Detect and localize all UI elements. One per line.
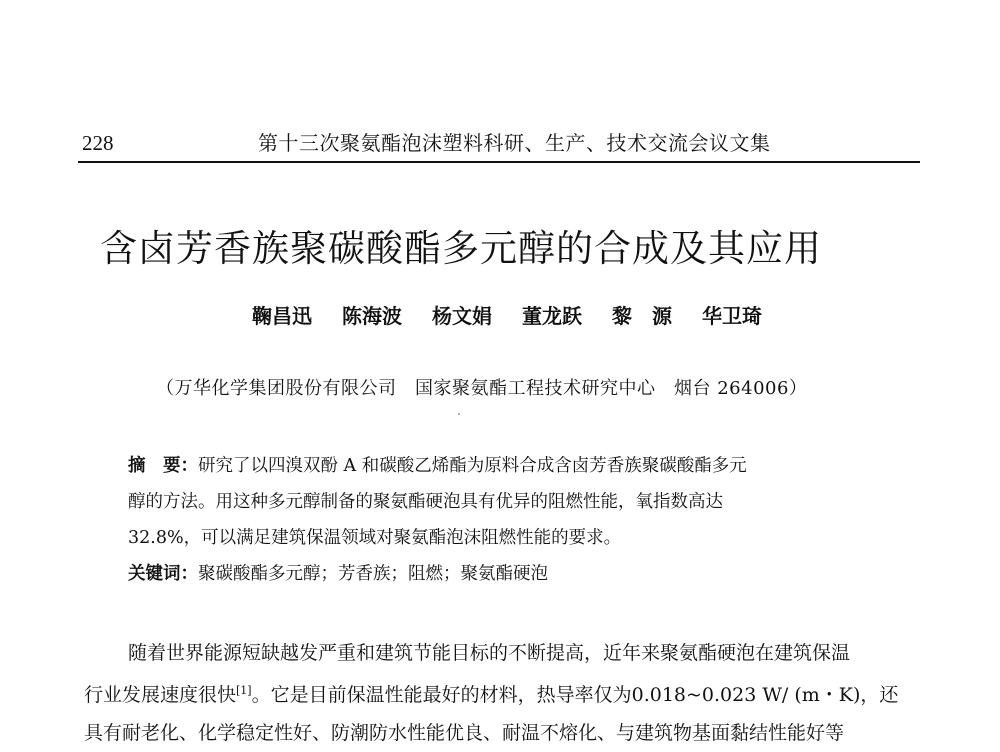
citation-ref: [1] — [236, 684, 252, 697]
paper-title: 含卤芳香族聚碳酸酯多元醇的合成及其应用 — [100, 227, 822, 270]
body-line-1: 随着世界能源短缺越发严重和建筑节能目标的不断提高，近年来聚氨酯硬泡在建筑保温 — [128, 642, 851, 664]
abstract-text-1: 研究了以四溴双酚 A 和碳酸乙烯酯为原料合成含卤芳香族聚碳酸酯多元 — [198, 456, 747, 476]
author-2: 陈海波 — [342, 304, 402, 328]
page-number: 228 — [82, 131, 114, 155]
author-3: 杨文娟 — [432, 304, 492, 328]
body-line-2-start: 行业发展速度很快 — [84, 684, 237, 706]
author-list — [252, 300, 762, 329]
author-1: 鞠昌迅 — [252, 304, 312, 328]
abstract-line-1 — [128, 448, 888, 484]
keywords-text: 聚碳酸酯多元醇；芳香族；阻燃；聚氨酯硬泡 — [198, 564, 548, 584]
scan-speck — [458, 413, 460, 415]
running-title: 第十三次聚氨酯泡沫塑料科研、生产、技术交流会议文集 — [258, 131, 771, 155]
abstract — [128, 448, 888, 592]
author-4: 董龙跃 — [522, 304, 582, 328]
keywords-line — [128, 556, 888, 592]
body-line-3: 具有耐老化、化学稳定性好、防潮防水性能优良、耐温不熔化、与建筑物基面黏结性能好等 — [84, 722, 845, 744]
author-5: 黎 源 — [612, 304, 672, 328]
page-header — [78, 127, 920, 163]
body-text — [84, 634, 934, 752]
abstract-line-2: 醇的方法。用这种多元醇制备的聚氨酯硬泡具有优异的阻燃性能，氧指数高达 — [128, 492, 723, 512]
abstract-line-3: 32.8%，可以满足建筑保温领域对聚氨酯泡沫阻燃性能的要求。 — [128, 528, 622, 548]
author-6: 华卫琦 — [702, 304, 762, 328]
keywords-label: 关键词： — [128, 564, 198, 584]
body-line-2 — [84, 672, 934, 714]
body-line-2-end: 。它是目前保温性能最好的材料，热导率仅为0.018~0.023 W/ (m・K)，还 — [251, 684, 899, 706]
abstract-label: 摘 要： — [128, 456, 198, 476]
affiliation: （万华化学集团股份有限公司 国家聚氨酯工程技术研究中心 烟台 264006） — [156, 378, 808, 399]
